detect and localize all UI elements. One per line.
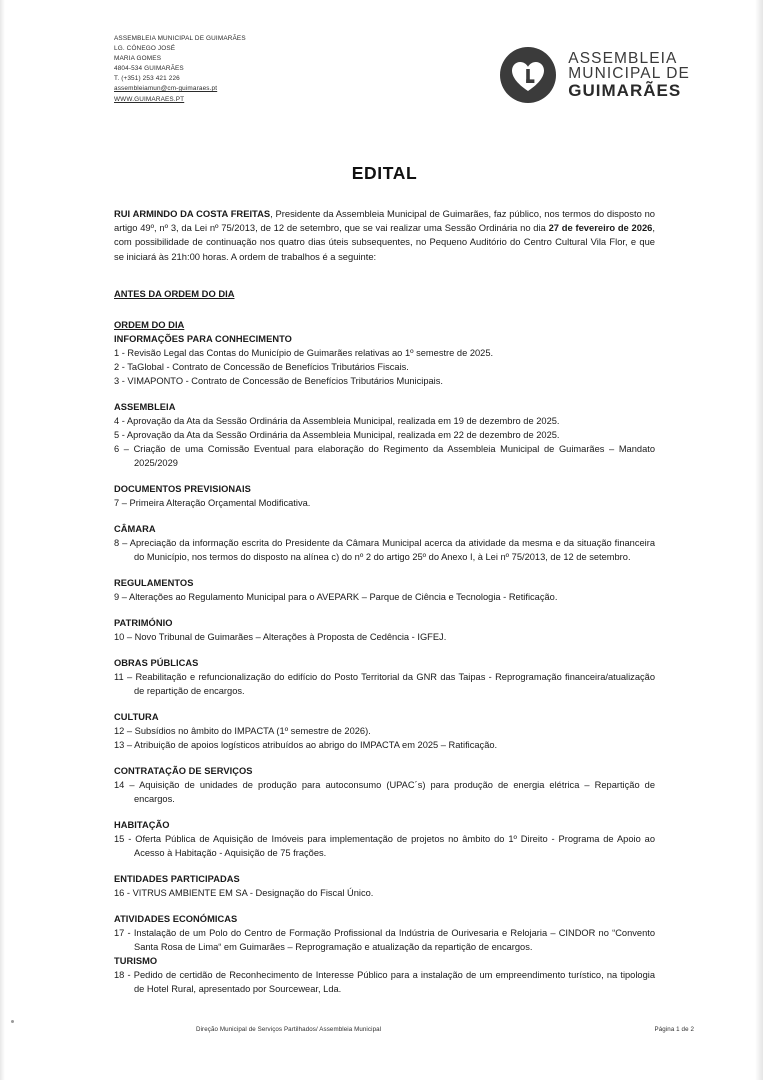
agenda-item: 14 – Aquisição de unidades de produção para autoconsumo (UPAC´s) para produção de energia elétrica – Repartição de encargos.	[114, 779, 655, 804]
agenda-section	[114, 710, 655, 752]
agenda-section	[114, 400, 655, 470]
agenda-item: 12 – Subsídios no âmbito do IMPACTA (1º semestre de 2026).	[114, 725, 371, 736]
agenda-item: 5 - Aprovação da Ata da Sessão Ordinária da Assembleia Municipal, realizada em 22 de dezembro de 2025.	[114, 429, 560, 440]
heart-in-circle-logo-icon	[500, 47, 556, 103]
agenda-item: 8 – Apreciação da informação escrita do Presidente da Câmara Municipal acerca da atividade da mesma e da situação financeira do Município, nos termos do disposto na alínea c) do nº 2 do artigo 25º do Anexo I, à Lei nº 75/2013, de 12 de setembro.	[114, 537, 655, 562]
letterhead-website-link[interactable]: WWW.GUIMARAES.PT	[114, 95, 185, 103]
agenda-item: 10 – Novo Tribunal de Guimarães – Alterações à Proposta de Cedência - IGFEJ.	[114, 631, 447, 642]
agenda-item: 4 - Aprovação da Ata da Sessão Ordinária da Assembleia Municipal, realizada em 19 de dezembro de 2025.	[114, 415, 560, 426]
letterhead-address-block	[114, 34, 246, 105]
logo-line-guimaraes: GUIMARÃES	[568, 81, 682, 101]
agenda-section	[114, 576, 655, 604]
agenda-item: 11 – Reabilitação e refuncionalização do edifício do Posto Territorial da GNR das Taipas - Reprogramação financeira/atualização de repartição de encargos.	[114, 671, 655, 696]
footer-page-number: Página 1 de 2	[654, 1026, 694, 1033]
agenda-item: 3 - VIMAPONTO - Contrato de Concessão de Benefícios Tributários Municipais.	[114, 375, 443, 386]
scan-artifact-dot	[11, 1020, 14, 1023]
letterhead-line-1: ASSEMBLEIA MUNICIPAL DE GUIMARÃES	[114, 35, 246, 42]
section-heading-obras-publicas: OBRAS PÚBLICAS	[114, 657, 199, 668]
section-heading-cultura: CULTURA	[114, 711, 159, 722]
agenda-section	[114, 522, 655, 564]
letterhead-line-3: MARIA GOMES	[114, 55, 162, 63]
agenda-section	[114, 818, 655, 860]
document-footer	[0, 1026, 763, 1040]
letterhead-email-link[interactable]: assembleiamun@cm-guimaraes.pt	[114, 85, 218, 93]
agenda-section	[114, 912, 655, 954]
agenda-item: 17 - Instalação de um Polo do Centro de Formação Profissional da Indústria de Ourivesaria e Relojaria – CINDOR no “Convento Santa Rosa de Lima“ em Guimarães – Reprogramação e atualização da repartição de encargos.	[114, 927, 655, 952]
section-heading-entidades-participadas: ENTIDADES PARTICIPADAS	[114, 873, 240, 884]
agenda-section	[114, 954, 655, 996]
agenda-section	[114, 332, 655, 388]
agenda-item: 16 - VITRUS AMBIENTE EM SA - Designação do Fiscal Único.	[114, 887, 374, 898]
section-heading-regulamentos: REGULAMENTOS	[114, 577, 194, 588]
agenda-item: 13 – Atribuição de apoios logísticos atribuídos ao abrigo do IMPACTA em 2025 – Ratificação.	[114, 739, 498, 750]
agenda-item: 9 – Alterações ao Regulamento Municipal para o AVEPARK – Parque de Ciência e Tecnologia - Retificação.	[114, 591, 558, 602]
agenda-item: 7 – Primeira Alteração Orçamental Modificativa.	[114, 497, 311, 508]
intro-text-part-1: , Presidente da Assembleia Municipal de Guimarães, faz público, nos termos do disposto no artigo 49º, nº 3, da Lei nº 75/2013, de 12 de setembro, que se vai realizar uma Sessão Ordinária no dia	[114, 208, 655, 234]
agenda-section	[114, 764, 655, 806]
section-heading-patrimonio: PATRIMÓNIO	[114, 617, 173, 628]
document-body	[114, 163, 655, 996]
document-header	[0, 34, 763, 120]
assembleia-municipal-logo	[500, 47, 690, 103]
section-heading-atividades-economicas: ATIVIDADES ECONÓMICAS	[114, 913, 238, 924]
agenda-item: 18 - Pedido de certidão de Reconhecimento de Interesse Público para a instalação de um empreendimento turístico, na tipologia de Hotel Rural, apresentado por Sourcewear, Lda.	[114, 969, 655, 994]
session-date: 27 de fevereiro de 2026	[548, 222, 653, 234]
agenda-section	[114, 482, 655, 510]
section-heading-turismo: TURISMO	[114, 955, 158, 966]
agenda-item: 2 - TaGlobal - Contrato de Concessão de Benefícios Tributários Fiscais.	[114, 361, 409, 372]
logo-line-municipal-de: MUNICIPAL DE	[568, 65, 690, 83]
letterhead-phone: T. (+351) 253 421 226	[114, 75, 180, 83]
agenda-item: 6 – Criação de uma Comissão Eventual para elaboração do Regimento da Assembleia Municipal de Guimarães – Mandato 2025/2029	[114, 443, 655, 468]
logo-wordmark	[568, 51, 690, 100]
section-heading-informacoes: INFORMAÇÕES PARA CONHECIMENTO	[114, 333, 292, 344]
agenda-item: 1 - Revisão Legal das Contas do Município de Guimarães relativas ao 1º semestre de 2025.	[114, 347, 494, 358]
intro-text-part-2: , com possibilidade de continuação nos quatro dias úteis subsequentes, no Pequeno Auditório do Centro Cultural Vila Flor, e que se iniciará às 21h:00 horas. A ordem de trabalhos é a seguinte:	[114, 222, 655, 262]
agenda-section	[114, 872, 655, 900]
section-heading-documentos-previsionais: DOCUMENTOS PREVISIONAIS	[114, 483, 251, 494]
agenda-item: 15 - Oferta Pública de Aquisição de Imóveis para implementação de projetos no âmbito do 1º Direito - Programa de Apoio ao Acesso à Habitação - Aquisição de 75 frações.	[114, 833, 655, 858]
footer-department: Direção Municipal de Serviços Partilhados/ Assembleia Municipal	[196, 1026, 382, 1033]
agenda-section	[114, 656, 655, 698]
president-name: RUI ARMINDO DA COSTA FREITAS	[114, 208, 271, 219]
logo-line-assembleia: ASSEMBLEIA	[568, 49, 678, 67]
agenda-heading: ORDEM DO DIA	[114, 318, 185, 330]
intro-paragraph	[114, 207, 655, 264]
section-heading-assembleia: ASSEMBLEIA	[114, 401, 176, 412]
section-heading-contratacao-de-servicos: CONTRATAÇÃO DE SERVIÇOS	[114, 765, 253, 776]
letterhead-line-4: 4804-534 GUIMARÃES	[114, 65, 184, 73]
section-heading-habitacao: HABITAÇÃO	[114, 819, 170, 830]
letterhead-line-2: LG. CÓNEGO JOSÉ	[114, 45, 176, 53]
section-heading-camara: CÂMARA	[114, 523, 156, 534]
before-agenda-heading: ANTES DA ORDEM DO DIA	[114, 287, 235, 299]
agenda-section	[114, 616, 655, 644]
page-title: EDITAL	[351, 163, 418, 183]
